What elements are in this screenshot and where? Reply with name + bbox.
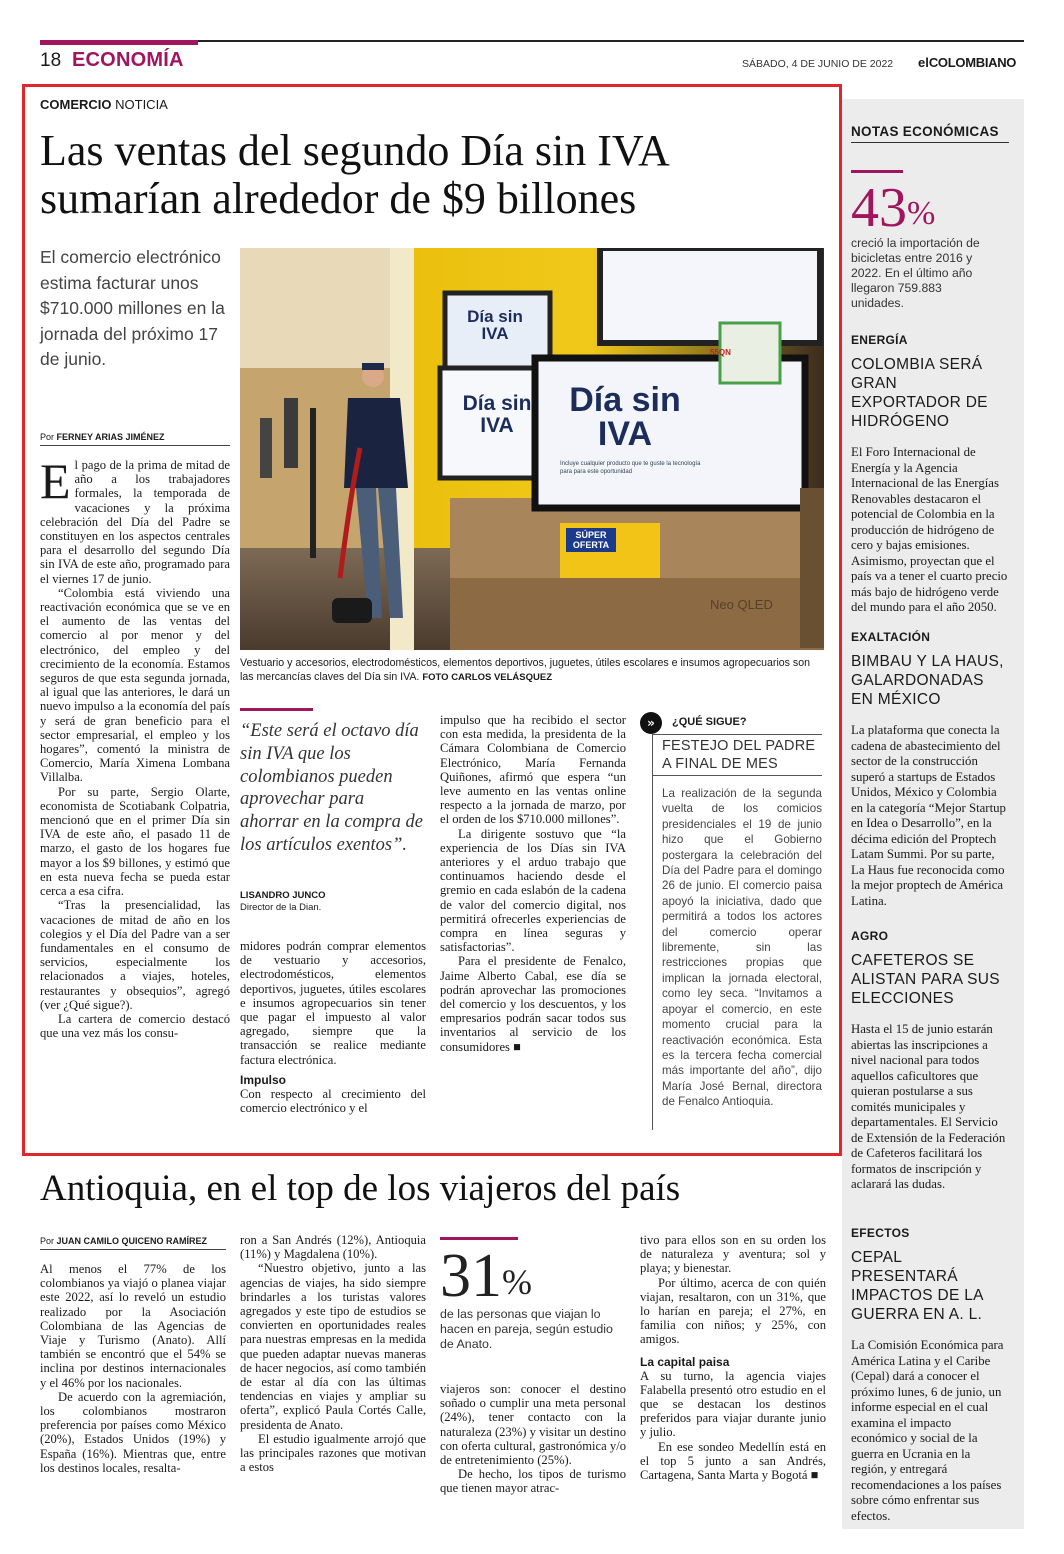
que-sigue-text: La realización de la segunda vuelta de los comicios presidenciales el 19 de junio hizo que el Gobierno postergara la celebración del Día del Padre para el domingo 26 de junio. El comercio paisa apoyó la iniciativa, dado que permitirá a todos los actores del comercio operar libremente, sin las restricciones propias que implican la jornada electoral, como ley seca. “Invitamos a apoyar el comercio, en este momento crucial para la reactivación económica. Esta es la tercera fecha comercial más importante del año”, dijo María José Bernal, directora de Fenalco Antioquia. (662, 787, 822, 1109)
article-column-3: impulso que ha recibido el sector con esta medida, la presidenta de la Cámara Colombiana de Comercio Electrónico, María Fernanda Quiñones, afirmó que espera “un leve aumento en las ventas online respecto a la jornada de marzo, por el orden de los $710.000 millones”. La dirigente sostuvo que “la experiencia de los Días sin IVA anteriores y el arduo trabajo que continuamos haciendo desde el gremio en cada eslabón de la cadena de valor del comercio digital, nos permitirá ofrecerles experiencias de compra en línea seguras y satisfactorias”. Para el presidente de Fenalco, Jaime Alberto Cabal, ese día se podrán aprovechar las promociones del comercio y los descuentos, y los empresarios podrán sacar todos sus inventarios al servicio de los consumidores ■ (440, 713, 626, 1054)
section-rule (40, 40, 198, 45)
quote-rule (240, 708, 313, 711)
article2-stat-text: de las personas que viajan lo hacen en pareja, según estudio de Anato. (440, 1307, 613, 1351)
article-headline: Las ventas del segundo Día sin IVA sumarían alrededor de $9 billones (40, 126, 670, 223)
subhead-impulso: Impulso (240, 1072, 287, 1087)
sidebar-item: EFECTOS CEPAL PRESENTARÁ IMPACTOS DE LA GUERRA EN A. L. La Comisión Económica para América Latina y el Caribe (Cepal) dará a conocer el próximo lunes, 6 de junio, un informe especial en el cual examina el impacto económico y social de la guerra en Ucrania en la región, y entregará recomendaciones a los países sobre cómo enfrentar sus efectos. (851, 1226, 1004, 1523)
byline-rule (40, 445, 230, 446)
photo-super-oferta: SÚPER OFERTA (566, 528, 616, 552)
sidebar-title-rule (851, 142, 1009, 143)
sidebar-stat-text: creció la importación de bicicletas entre 2016 y 2022. En el último año llegaron 759.883 unidades. (851, 236, 980, 310)
pull-quote: “Este será el octavo día sin IVA que los colombianos pueden aprovechar para ahorrar en la compra de los artículos exentos”. (240, 721, 423, 855)
que-sigue-title: FESTEJO DEL PADRE A FINAL DE MES (662, 738, 816, 772)
photo-model-text: 55QN (710, 348, 731, 357)
article-kicker: COMERCIO NOTICIA (40, 97, 168, 112)
photo-caption: Vestuario y accesorios, electrodomésticos, elementos deportivos, juguetes, útiles escolares e insumos agropecuarios son las mercancías claves del Día sin IVA. FOTO CARLOS VELÁSQUEZ (240, 657, 811, 683)
que-sigue-label: ¿QUÉ SIGUE? (672, 716, 747, 728)
section-title: ECONOMÍA (72, 49, 184, 71)
sidebar-stat-rule (851, 170, 903, 173)
sidebar-stat: 43% (851, 177, 936, 239)
dropcap: E (40, 458, 71, 509)
quote-role: Director de la Dian. (240, 902, 322, 913)
sidebar-item: ENERGÍA COLOMBIA SERÁ GRAN EXPORTADOR DE HIDRÓGENO El Foro Internacional de Energía y la Agencia Internacional de las Energías Renovables destacaron el potencial de Colombia en la producción de hidrógeno de cero y bajas emisiones. Asimismo, proyectan que el país va a tener el cuarto precio más bajo de hidrógeno verde del mundo para el año 2050. (851, 333, 1008, 614)
header-date: SÁBADO, 4 DE JUNIO DE 2022 (742, 58, 894, 70)
photo-screen-subtext: Incluye cualquier producto que te guste la tecnología para para este oportunidad (560, 461, 701, 475)
sidebar-title: NOTAS ECONÓMICAS (851, 124, 999, 139)
article2-byline-rule (40, 1249, 226, 1250)
quote-name: LISANDRO JUNCO (240, 890, 326, 901)
photo-box-text: Neo QLED (710, 597, 773, 612)
article-photo (240, 248, 824, 650)
page-number: 18 (40, 50, 62, 71)
article-column-2: midores podrán comprar elementos de vestuario y accesorios, electrodomésticos, elementos deportivos, juguetes, útiles escolares e insumos agropecuarios sin tener que pagar el impuesto al valor agregado, siempre que la transacción se realice mediante factura electrónica. Impulso Con respecto al crecimiento del comercio electrónico y el (240, 939, 426, 1116)
brand-logo: elCOLOMBIANO (918, 55, 1017, 70)
que-sigue-side-rule (652, 734, 653, 1130)
que-sigue-icon: » (640, 712, 662, 734)
sidebar-item: AGRO CAFETEROS SE ALISTAN PARA SUS ELECCIONES Hasta el 15 de junio estarán abiertas las inscripciones a nivel nacional para todos aquellos caficultores que quieran postularse a sus comités municipales y departamentales. El Servicio de Extensión de la Federación de Cafeteros facilitará los formatos de inscripción y aclarará las dudas. (851, 929, 1006, 1191)
article-lead: El comercio electrónico estima facturar unos $710.000 millones en la jornada del próximo 17 de junio. (40, 247, 225, 369)
article2-headline: Antioquia, en el top de los viajeros del país (40, 1168, 681, 1209)
article2-column-2: ron a San Andrés (12%), Antioquia (11%) y Magdalena (10%). “Nuestro objetivo, junto a las agencias de viajes, ha sido siempre brindarles a los turistas valores agregados y este tipo de estudios se convierten en oportunidades reales para nuestras empresas en la medida que pueden adaptar nuevas maneras de hacer negocios, así como también de estar al día con las últimas tendencias en viajes y ampliar su oferta”, explicó Paula Cortés Calle, presidenta de Anato. El estudio igualmente arrojó que las principales razones que motivan a estos (240, 1233, 426, 1475)
article2-column-3: viajeros son: conocer el destino soñado o cumplir una meta personal (24%), tener contacto con la naturaleza (23%) y visitar un destino con oferta cultural, gastronómica y/o de entretenimiento (25%). De hecho, los tipos de turismo que tienen mayor atrac- (440, 1382, 626, 1496)
photo-screen-text: Día sin IVA (462, 392, 532, 437)
que-sigue-rule (652, 734, 822, 735)
article2-stat: 31% (440, 1242, 532, 1310)
que-sigue-rule-2 (652, 775, 822, 776)
article-column-1: El pago de la prima de mitad de año a los trabajadores formales, la temporada de vacaciones y la próxima celebración del Día del Padre se constituyen en los aspectos centrales para el desarrollo del segundo Día sin IVA de este año, programado para el viernes 17 de junio. “Colombia está viviendo una reactivación económica que se ve en el aumento de las ventas del comercio al por menor y del electrónico, del empleo y del crecimiento de la economía. Estamos seguros de que esta segunda jornada, al igual que las anteriores, le dará un nuevo impulso a la economía del país y será de gran beneficio para el sector empresarial, el empleo y los hogares”, comentó la ministra de Comercio, María Ximena Lombana Villalba. Por su parte, Sergio Olarte, economista de Scotiabank Colpatria, mencionó que en el primer Día sin IVA de este año, el pasado 11 de marzo, el gasto de los hogares fue mayor a los $9 billones, y estimó que en esta nueva fecha se pueda estar cerca a esa cifra. “Tras la presencialidad, las vacaciones de mitad de año en los colegios y el Día del Padre van a ser fundamentales en el consumo de servicios, especialmente los relacionados a viajes, hoteles, restaurantes y obsequios”, agregó (ver ¿Qué sigue?). La cartera de comercio destacó que una vez más los consu- (40, 458, 230, 1041)
subhead-capital: La capital paisa (640, 1354, 730, 1369)
byline: Por FERNEY ARIAS JIMÉNEZ (40, 432, 165, 442)
photo-screen-text: Día sin IVA (569, 381, 681, 453)
article2-column-1: Al menos el 77% de los colombianos ya viajó o planea viajar este 2022, así lo reveló un estudio realizado por la Asociación Colombiana de las Agencias de Viaje y Turismo (Anato). Allí también se encontró que el 54% se inclina por destinos internacionales y el 46% por los nacionales. De acuerdo con la agremiación, los colombianos mostraron preferencia por países como México (20%), Estados Unidos (19%) y España (16%). Mientras que, entre los destinos locales, resalta- (40, 1262, 226, 1475)
article2-stat-rule (440, 1237, 518, 1240)
photo-screen-text: Día sin IVA (467, 307, 523, 343)
article2-column-4: tivo para ellos son en su orden los de naturaleza y aventura; sol y playa; y bienestar. Por último, acerca de con quién viajan, resaltaron, con un 31%, que lo harían en pareja; el 27%, en familia con niños; y 25%, con amigos. La capital paisa A su turno, la agencia viajes Falabella presentó otro estudio en el que se destacan los destinos preferidos para viajar durante junio y julio. En ese sondeo Medellín está en el top 5 junto a san Andrés, Cartagena, Santa Marta y Bogotá ■ (640, 1233, 826, 1483)
article2-byline: Por JUAN CAMILO QUICENO RAMÍREZ (40, 1236, 208, 1246)
sidebar-item: EXALTACIÓN BIMBAU Y LA HAUS, GALARDONADAS EN MÉXICO La plataforma que conecta la cadena de abastecimiento del sector de la construcción superó a startups de Estados Unidos, México y Colombia en la categoría “Mejor Startup en Idea o Desarrollo”, en la décima edición del Proptech Latam Summi. Por su parte, La Haus fue reconocida como la mejor proptech de América Latina. (851, 630, 1006, 908)
